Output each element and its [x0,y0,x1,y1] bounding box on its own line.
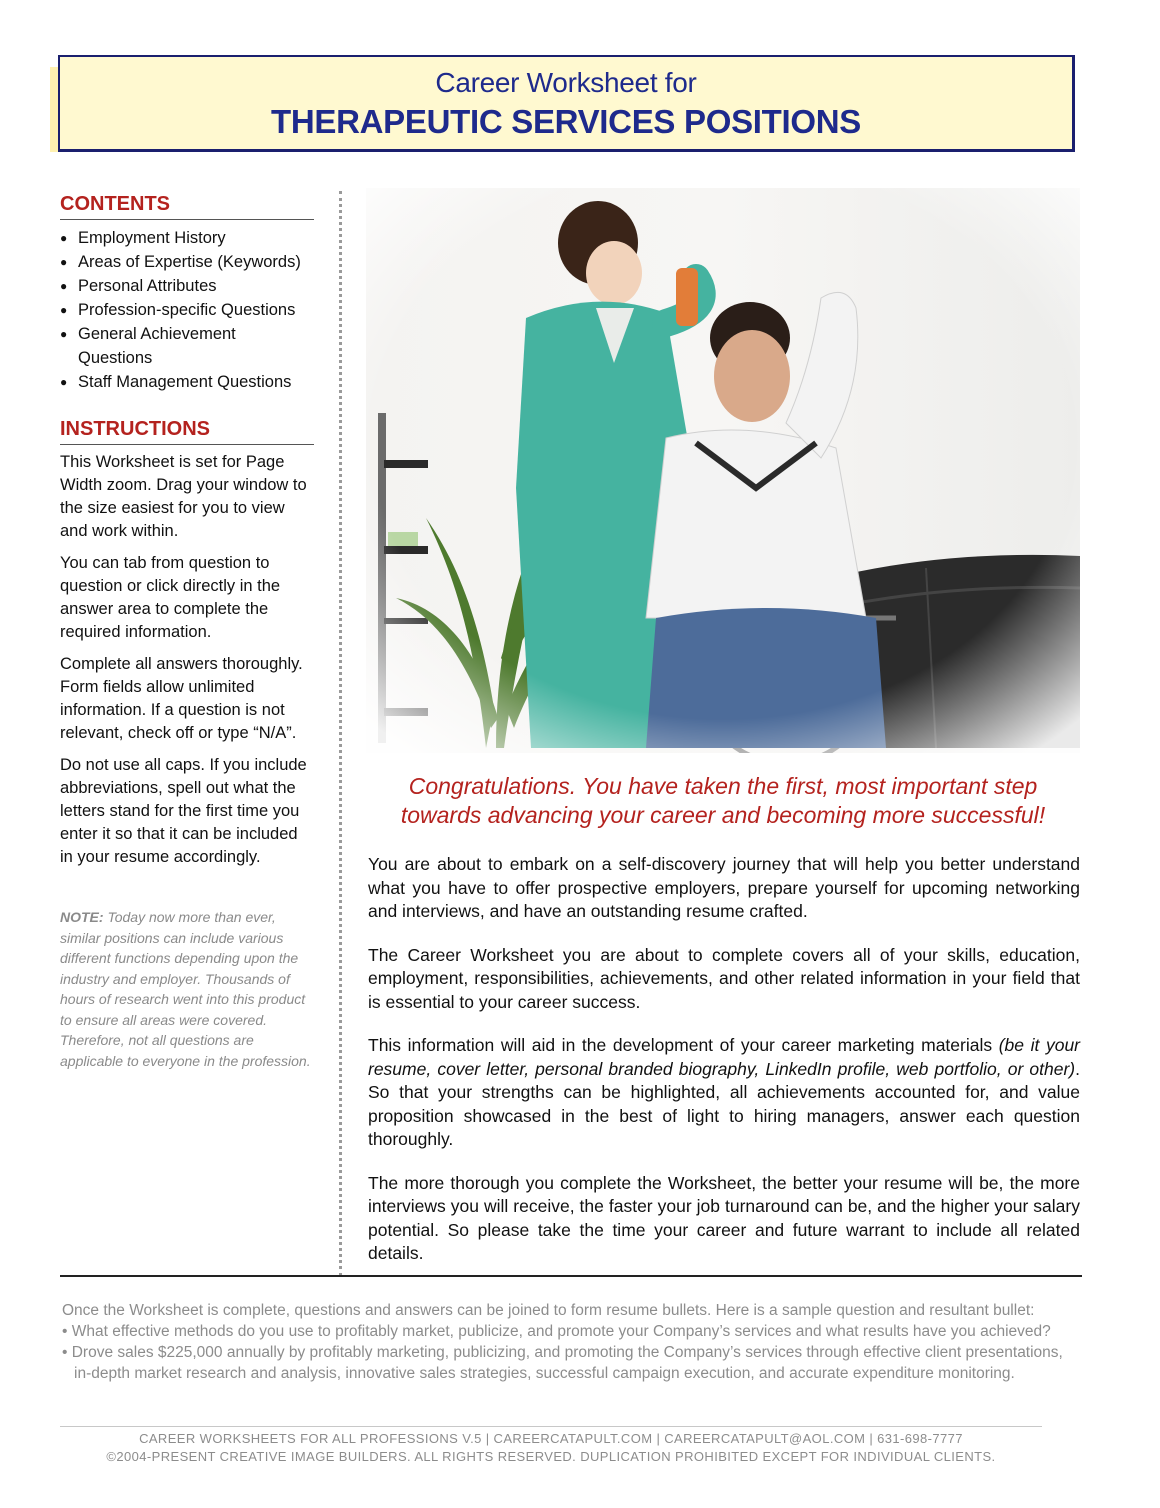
therapy-illustration [366,188,1080,753]
sample-question: • What effective methods do you use to profitably market, publicize, and promote your Company’s services and what results have you achieved? [62,1323,1051,1340]
footer-copyright: ©2004-PRESENT CREATIVE IMAGE BUILDERS. ALL RIGHTS RESERVED. DUPLICATION PROHIBITED EXCEPT FOR INDIVIDUAL CLIENTS. [106,1449,996,1464]
contents-item-label: Staff Management Questions [78,373,292,391]
intro-paragraph [368,1034,1080,1152]
para3-italic: (be it your resume, cover letter, personal branded biography, LinkedIn profile, web portfolio, or other) [368,1035,1081,1079]
contents-item[interactable] [60,298,314,322]
sample-bullet-continued: in-depth market research and analysis, innovative sales strategies, successful campaign execution, and accurate expenditure monitoring. [74,1365,1015,1382]
contents-heading: CONTENTS [60,193,314,220]
congrats-line1: Congratulations. You have taken the first, most important step [408,773,1038,799]
bullet-icon: ● [60,255,68,269]
bullet-icon: ● [60,231,68,245]
instruction-paragraph: Complete all answers thoroughly. Form fields allow unlimited information. If a question is not relevant, check off or type “N/A”. [60,655,303,742]
instructions [60,451,314,869]
bullet-icon: ● [60,327,68,341]
bullet-icon: ● [60,375,68,389]
footer [60,1430,1042,1466]
therapy-photo [366,188,1080,753]
sample-section [62,1300,1082,1384]
contents-item[interactable] [60,250,314,274]
contents-item[interactable] [60,226,314,250]
sample-bullet: • Drove sales $225,000 annually by profitably marketing, publicizing, and promoting the Company’s services through effective client presentations, [62,1344,1063,1361]
page-title: THERAPEUTIC SERVICES POSITIONS [271,103,861,140]
instructions-heading: INSTRUCTIONS [60,418,314,445]
contents-item-label: Employment History [78,229,226,247]
note-label: NOTE: [60,909,104,925]
note [60,907,314,1071]
intro-paragraph: The Career Worksheet you are about to complete covers all of your skills, education, employment, responsibilities, achievements, and other related information in your field that is essential to your career success. [368,944,1080,1012]
title-box [58,55,1075,152]
sidebar [60,193,314,1071]
footer-contact: CAREER WORKSHEETS FOR ALL PROFESSIONS V.5 | CAREERCATAPULT.COM | CAREERCATAPULT@AOL.COM | 631-698-7777 [139,1431,963,1446]
instruction-paragraph: This Worksheet is set for Page Width zoom. Drag your window to the size easiest for you to view and work within. [60,453,307,540]
horizontal-divider [60,1275,1082,1277]
contents-item-label: Personal Attributes [78,277,217,295]
bullet-icon: ● [60,303,68,317]
contents-item[interactable] [60,370,314,394]
contents-list [60,226,314,394]
intro-paragraph: You are about to embark on a self-discovery journey that will help you better understand what you have to offer prospective employers, prepare yourself for upcoming networking and interviews, and have an outstanding resume crafted. [368,854,1080,921]
contents-item-label: Profession-specific Questions [78,301,296,319]
intro-paragraph: The more thorough you complete the Worksheet, the better your resume will be, the more interviews you will receive, the faster your job turnaround can be, and the higher your salary potential. So please take the time your career and future warrant to include all related details. [368,1172,1080,1263]
title-line1: Career Worksheet for [435,67,697,98]
contents-item[interactable] [60,274,314,298]
congrats-line2: towards advancing your career and becoming more successful! [400,802,1046,828]
footer-divider [60,1426,1042,1427]
congratulations-heading [366,772,1080,830]
note-text: Today now more than ever, similar positions can include various different functions depending upon the industry and employer. Thousands of hours of research went into this product to ensure all areas were covered. Therefore, not all questions are applicable to everyone in the profession. [60,909,311,1069]
intro-body [368,853,1080,1286]
para3-text-end: . So that your strengths can be highlighted, all achievements accounted for, and value proposition showcased in the best of light to hiring managers, answer each question thoroughly. [368,1058,1080,1149]
contents-item[interactable] [60,322,314,370]
bullet-icon: ● [60,279,68,293]
instruction-paragraph: You can tab from question to question or click directly in the answer area to complete the required information. [60,554,281,641]
contents-item-label: General Achievement Questions [78,325,236,367]
contents-item-label: Areas of Expertise (Keywords) [78,253,301,271]
vertical-divider [339,191,342,1276]
para3-text: This information will aid in the development of your career marketing materials [368,1035,999,1055]
instruction-paragraph: Do not use all caps. If you include abbreviations, spell out what the letters stand for the first time you enter it so that it can be included in your resume accordingly. [60,756,307,866]
sample-intro: Once the Worksheet is complete, questions and answers can be joined to form resume bullets. Here is a sample question and resultant bullet: [62,1302,1035,1319]
